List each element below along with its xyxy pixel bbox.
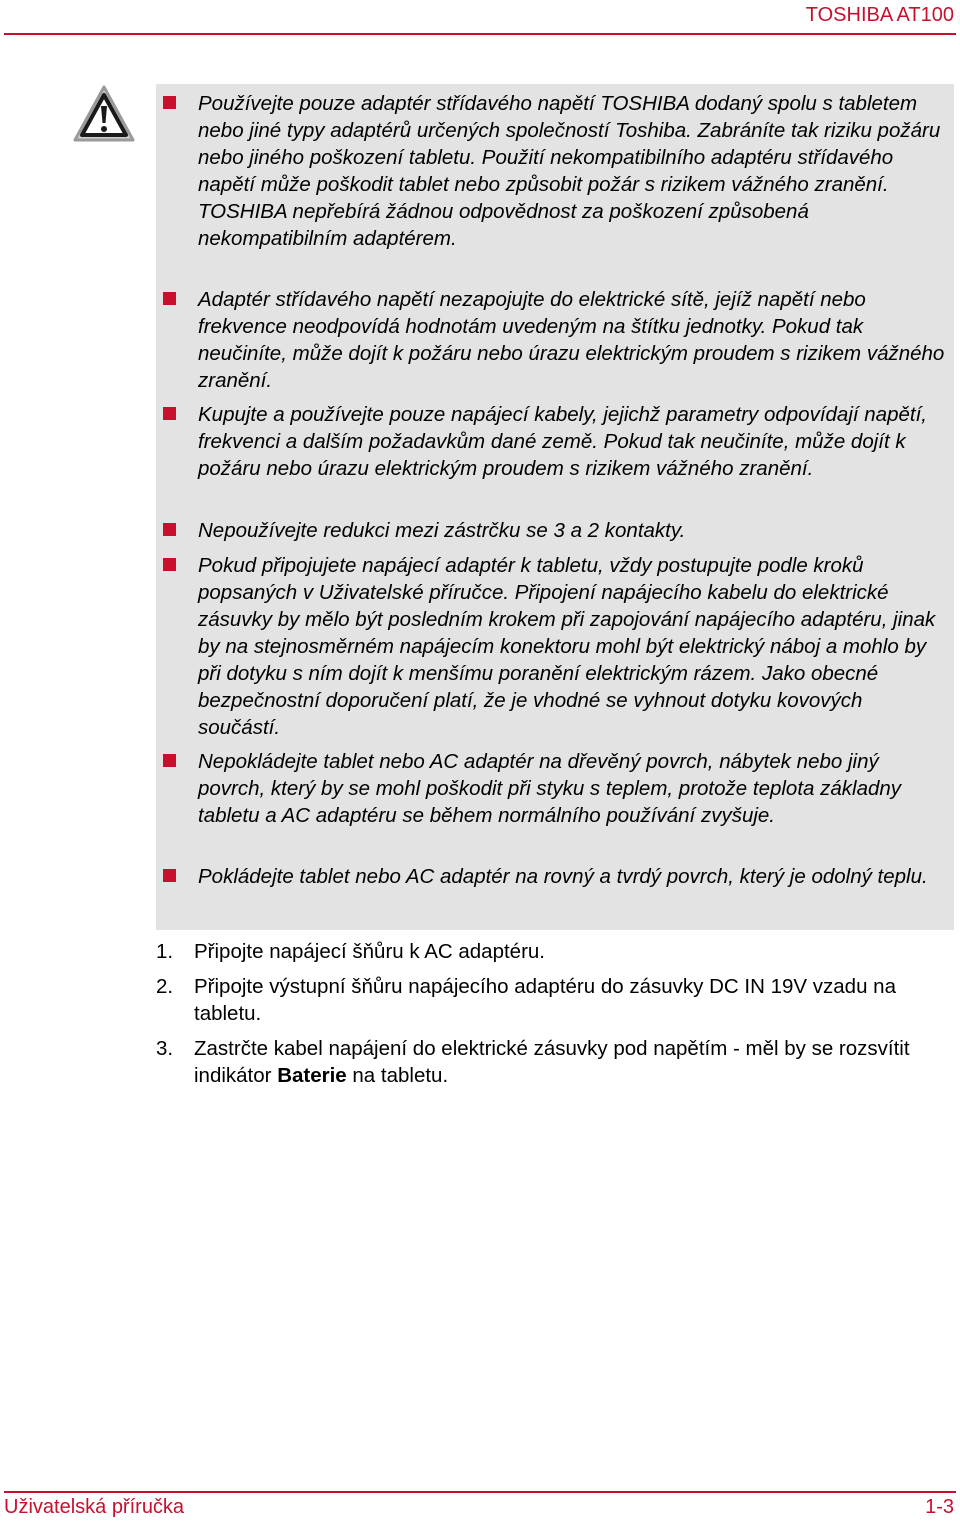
step-number: 1. xyxy=(156,940,174,963)
step-item xyxy=(156,1035,956,1089)
bullet-square-icon xyxy=(163,754,176,767)
battery-indicator-label: Baterie xyxy=(277,1064,347,1087)
warning-item-text: Adaptér střídavého napětí nezapojujte do elektrické sítě, jejíž napětí nebo frekvence neodpovídá hodnotám uvedeným na štítku jednotky. Pokud tak neučiníte, může dojít k požáru nebo úrazu elektrickým proudem s rizikem vážného zranění. xyxy=(198,288,945,392)
warning-box xyxy=(156,84,954,930)
header-title: TOSHIBA AT100 xyxy=(805,4,954,26)
warning-item-text: Nepoužívejte redukci mezi zástrčku se 3 a 2 kontakty. xyxy=(198,519,686,542)
warning-item xyxy=(156,90,946,252)
step-text: Připojte výstupní šňůru napájecího adaptéru do zásuvky DC IN 19V vzadu na tabletu. xyxy=(194,975,896,1025)
step-number: 3. xyxy=(156,1037,174,1060)
step-text xyxy=(194,1035,956,1089)
warning-item-text: Pokládejte tablet nebo AC adaptér na rovný a tvrdý povrch, který je odolný teplu. xyxy=(198,865,928,888)
warning-item-text: Kupujte a používejte pouze napájecí kabely, jejichž parametry odpovídají napětí, frekvenci a dalším požadavkům dané země. Pokud tak neučiníte, může dojít k požáru nebo úrazu elektrickým proudem s rizikem vážného zranění. xyxy=(198,403,927,480)
step-text-before: Zastrčte kabel napájení do elektrické zásuvky pod napětím - měl by se rozsvítit indikátor xyxy=(194,1037,910,1087)
page-number: 1-3 xyxy=(925,1496,954,1518)
step-item xyxy=(156,973,956,1027)
warning-item xyxy=(156,863,946,890)
warning-item xyxy=(156,517,946,544)
bullet-square-icon xyxy=(163,558,176,571)
header-divider xyxy=(4,33,956,35)
warning-item-text: Nepokládejte tablet nebo AC adaptér na dřevěný povrch, nábytek nebo jiný povrch, který by se mohl poškodit při styku s teplem, protože teplota základny tabletu a AC adaptéru se během normálního používání zvyšuje. xyxy=(198,750,902,827)
bullet-square-icon xyxy=(163,523,176,536)
warning-item xyxy=(156,552,946,741)
warning-item-text: Používejte pouze adaptér střídavého napětí TOSHIBA dodaný spolu s tabletem nebo jiné typy adaptérů určených společností Toshiba. Zabráníte tak riziku požáru nebo jiného poškození tabletu. Použití nekompatibilního adaptéru střídavého napětí může poškodit tablet nebo způsobit požár s rizikem vážného zranění. TOSHIBA nepřebírá žádnou odpovědnost za poškození způsobená nekompatibilním adaptérem. xyxy=(198,92,941,250)
bullet-square-icon xyxy=(163,96,176,109)
step-text: Připojte napájecí šňůru k AC adaptéru. xyxy=(194,940,545,963)
step-text-after: na tabletu. xyxy=(346,1064,449,1087)
warning-item xyxy=(156,748,946,829)
warning-item xyxy=(156,401,946,482)
warning-triangle-icon xyxy=(72,84,136,144)
bullet-square-icon xyxy=(163,869,176,882)
step-number: 2. xyxy=(156,975,174,998)
bullet-square-icon xyxy=(163,407,176,420)
step-item xyxy=(156,938,956,965)
warning-item-text: Pokud připojujete napájecí adaptér k tabletu, vždy postupujte podle kroků popsaných v Uživatelské příručce. Připojení napájecího kabelu do elektrické zásuvky by mělo být posledním krokem při zapojování napájecího adaptéru, jinak by na stejnosměrném napájecím konektoru mohl být elektrický náboj a mohlo by při dotyku s ním dojít k menšímu poranění elektrickým rázem. Jako obecné bezpečnostní doporučení platí, že je vhodné se vyhnout dotyku kovových součástí. xyxy=(198,554,936,739)
footer-divider xyxy=(4,1491,956,1493)
footer-title: Uživatelská příručka xyxy=(4,1496,185,1518)
warning-item xyxy=(156,286,946,394)
bullet-square-icon xyxy=(163,292,176,305)
